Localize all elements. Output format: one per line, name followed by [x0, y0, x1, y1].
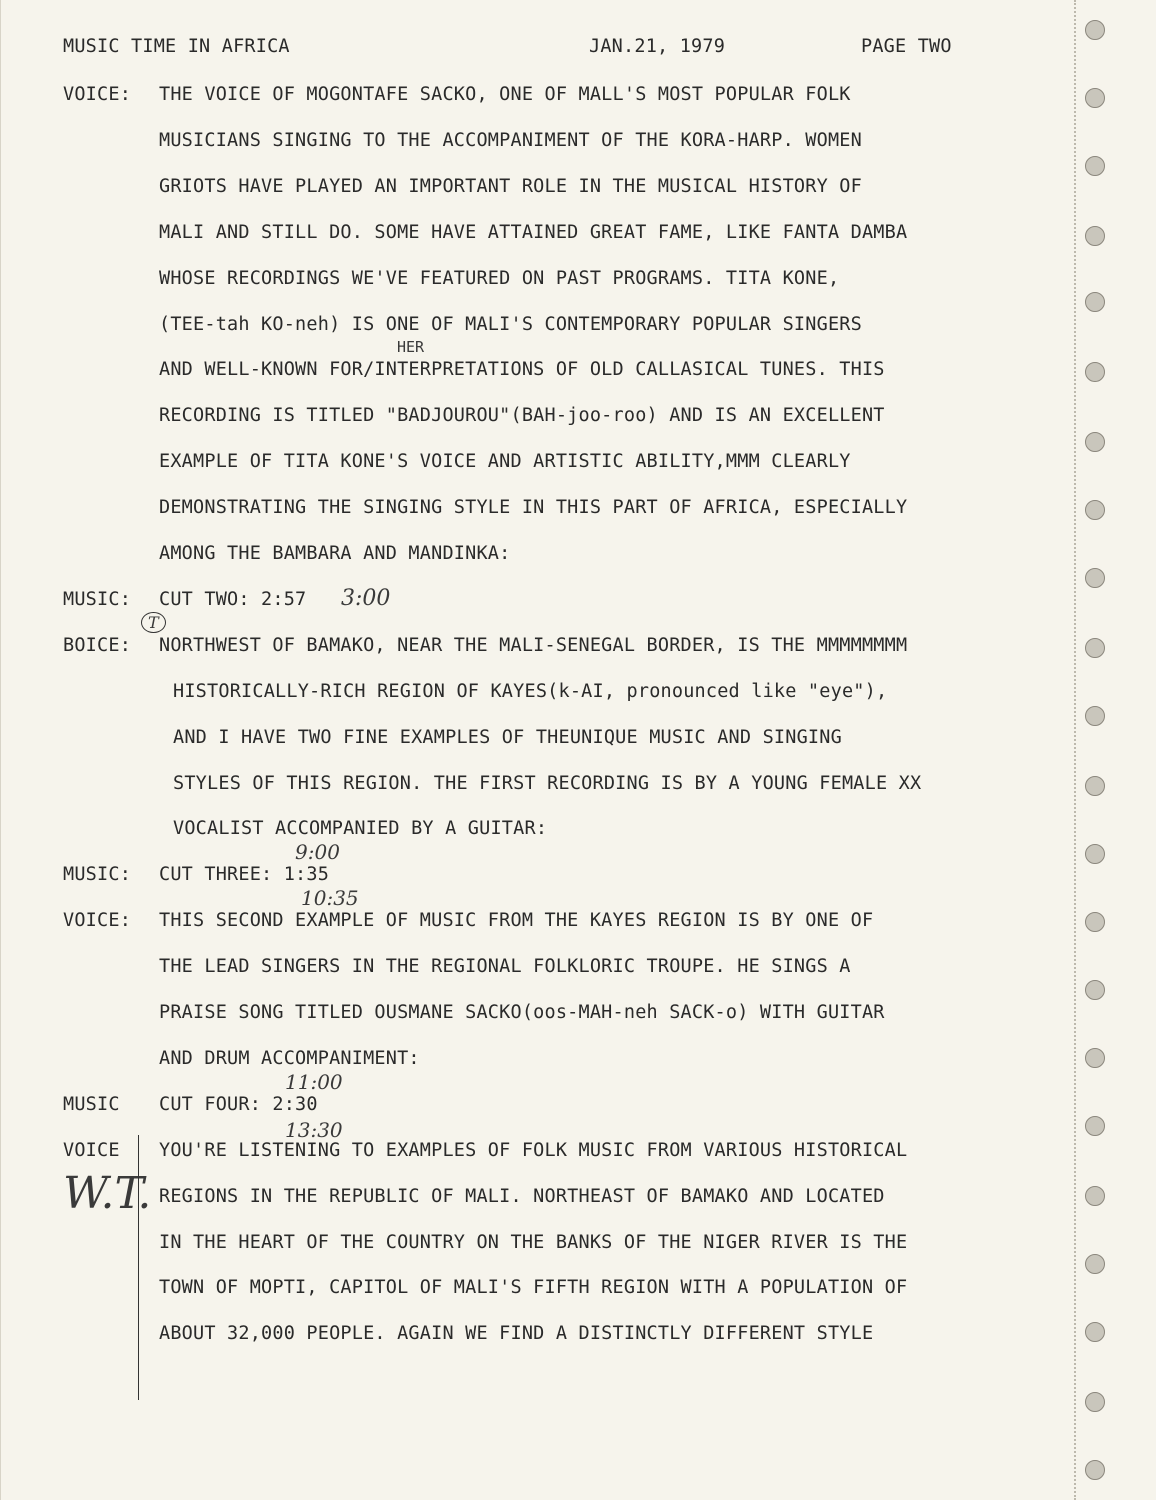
feed-hole — [1085, 432, 1105, 452]
feed-hole — [1085, 1116, 1105, 1136]
speaker-cue: BOICE: — [63, 635, 132, 656]
feed-hole — [1085, 776, 1105, 796]
feed-hole — [1085, 1048, 1105, 1068]
her-insertion: HER — [397, 338, 425, 356]
script-line: REGIONS IN THE REPUBLIC OF MALI. NORTHEAST OF BAMAKO AND LOCATED — [159, 1186, 885, 1207]
script-line: RECORDING IS TITLED "BADJOUROU"(BAH-joo-roo) AND IS AN EXCELLENT — [159, 405, 885, 426]
script-line: IN THE HEART OF THE COUNTRY ON THE BANKS OF THE NIGER RIVER IS THE — [159, 1232, 908, 1253]
page-label: PAGE TWO — [861, 36, 952, 57]
script-line: (TEE-tah KO-neh) IS ONE OF MALI'S CONTEMPORARY POPULAR SINGERS — [159, 314, 862, 335]
speaker-cue: MUSIC: — [63, 864, 132, 885]
script-line: GRIOTS HAVE PLAYED AN IMPORTANT ROLE IN THE MUSICAL HISTORY OF — [159, 176, 862, 197]
feed-hole — [1085, 1254, 1105, 1274]
feed-hole — [1085, 88, 1105, 108]
feed-hole — [1085, 1322, 1105, 1342]
script-line: CUT TWO: 2:57 — [159, 589, 307, 610]
feed-hole — [1085, 568, 1105, 588]
program-title: MUSIC TIME IN AFRICA — [63, 36, 290, 57]
script-line: WHOSE RECORDINGS WE'VE FEATURED ON PAST PROGRAMS. TITA KONE, — [159, 268, 840, 289]
speaker-cue: VOICE: — [63, 84, 132, 105]
feed-hole — [1085, 500, 1105, 520]
cut-two-handwritten-time: 3:00 — [341, 586, 391, 611]
script-line: THIS SECOND EXAMPLE OF MUSIC FROM THE KAYES REGION IS BY ONE OF — [159, 910, 874, 931]
cut-three-handwritten-end: 10:35 — [301, 886, 359, 910]
script-line: CUT THREE: 1:35 — [159, 864, 330, 885]
script-line: AMONG THE BAMBARA AND MANDINKA: — [159, 543, 511, 564]
handwritten-initials: W.T. — [63, 1168, 152, 1219]
script-line: NORTHWEST OF BAMAKO, NEAR THE MALI-SENEGAL BORDER, IS THE MMMMMMMM — [159, 635, 908, 656]
feed-hole — [1085, 362, 1105, 382]
script-line: YOU'RE LISTENING TO EXAMPLES OF FOLK MUSIC FROM VARIOUS HISTORICAL — [159, 1140, 908, 1161]
cut-four-handwritten-start: 11:00 — [285, 1070, 343, 1094]
speaker-cue: MUSIC — [63, 1094, 120, 1115]
feed-hole — [1085, 912, 1105, 932]
script-line: MUSICIANS SINGING TO THE ACCOMPANIMENT OF THE KORA-HARP. WOMEN — [159, 130, 862, 151]
feed-hole — [1085, 1392, 1105, 1412]
feed-hole — [1085, 156, 1105, 176]
feed-hole — [1085, 292, 1105, 312]
speaker-cue: VOICE: — [63, 910, 132, 931]
script-line: DEMONSTRATING THE SINGING STYLE IN THIS PART OF AFRICA, ESPECIALLY — [159, 497, 908, 518]
script-line: AND WELL-KNOWN FOR/INTERPRETATIONS OF OLD CALLASICAL TUNES. THIS — [159, 359, 885, 380]
margin-bracket — [138, 1135, 139, 1400]
feed-hole — [1085, 638, 1105, 658]
cut-three-handwritten-start: 9:00 — [295, 840, 340, 864]
script-line: HISTORICALLY-RICH REGION OF KAYES(k-AI, pronounced like "eye"), — [173, 681, 888, 702]
script-line: TOWN OF MOPTI, CAPITOL OF MALI'S FIFTH REGION WITH A POPULATION OF — [159, 1277, 908, 1298]
script-line: THE LEAD SINGERS IN THE REGIONAL FOLKLORIC TROUPE. HE SINGS A — [159, 956, 851, 977]
script-line: CUT FOUR: 2:30 — [159, 1094, 318, 1115]
feed-hole — [1085, 706, 1105, 726]
script-date: JAN.21, 1979 — [589, 36, 726, 57]
script-line: VOCALIST ACCOMPANIED BY A GUITAR: — [173, 818, 548, 839]
script-line: EXAMPLE OF TITA KONE'S VOICE AND ARTISTIC ABILITY,MMM CLEARLY — [159, 451, 851, 472]
script-line: MALI AND STILL DO. SOME HAVE ATTAINED GREAT FAME, LIKE FANTA DAMBA — [159, 222, 908, 243]
feed-hole — [1085, 226, 1105, 246]
circled-mark: T — [141, 612, 166, 633]
feed-hole — [1085, 1460, 1105, 1480]
feed-hole — [1085, 980, 1105, 1000]
script-line: STYLES OF THIS REGION. THE FIRST RECORDING IS BY A YOUNG FEMALE XX — [173, 773, 922, 794]
script-line: AND DRUM ACCOMPANIMENT: — [159, 1048, 420, 1069]
speaker-cue: VOICE — [63, 1140, 120, 1161]
speaker-cue: MUSIC: — [63, 589, 132, 610]
feed-hole — [1085, 1186, 1105, 1206]
feed-hole — [1085, 20, 1105, 40]
tractor-feed-strip — [1074, 0, 1156, 1500]
script-line: PRAISE SONG TITLED OUSMANE SACKO(oos-MAH-neh SACK-o) WITH GUITAR — [159, 1002, 885, 1023]
script-line: ABOUT 32,000 PEOPLE. AGAIN WE FIND A DISTINCTLY DIFFERENT STYLE — [159, 1323, 874, 1344]
script-line: AND I HAVE TWO FINE EXAMPLES OF THEUNIQUE MUSIC AND SINGING — [173, 727, 842, 748]
script-line: THE VOICE OF MOGONTAFE SACKO, ONE OF MALL'S MOST POPULAR FOLK — [159, 84, 851, 105]
feed-hole — [1085, 844, 1105, 864]
cut-four-handwritten-end: 13:30 — [285, 1118, 343, 1142]
